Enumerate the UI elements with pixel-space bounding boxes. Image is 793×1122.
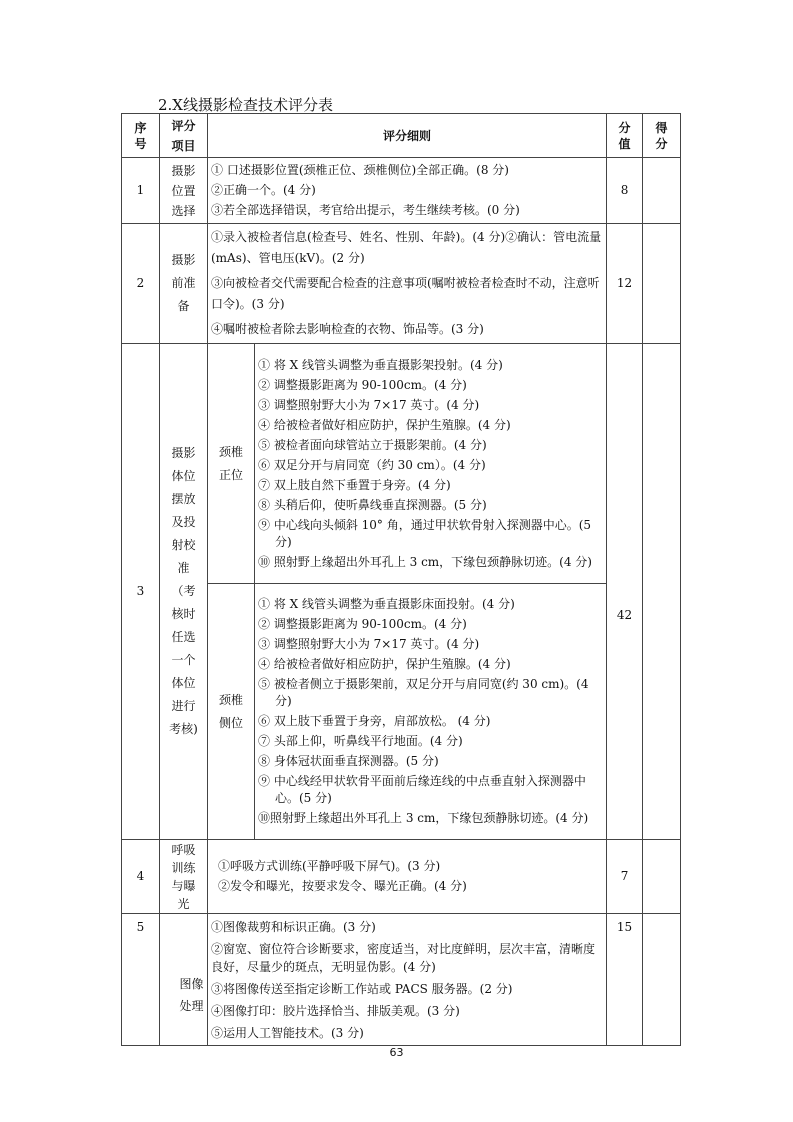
detail-line: ⑩照射野上缘超出外耳孔上 3 cm，下缘包颈静脉切迹。(4 分) [258, 811, 589, 825]
scoring-table [121, 113, 681, 1046]
detail-line: ⑦ 双上肢自然下垂置于身旁。(4 分) [258, 477, 451, 492]
detail-line: ⑧ 身体冠状面垂直探测器。(5 分) [258, 754, 439, 768]
row-item: 摄影体位摆放及投射校准（考核时任选一个体位进行考核) [160, 344, 208, 840]
row-score-cell[interactable] [643, 224, 681, 344]
detail-line: ⑩ 照射野上缘超出外耳孔上 3 cm，下缘包颈静脉切迹。(4 分) [258, 554, 592, 569]
header-score: 得分 [643, 114, 681, 158]
detail-line: ⑦ 头部上仰，听鼻线平行地面。(4 分) [258, 734, 463, 748]
detail-line: ⑥ 双上肢下垂置于身旁，肩部放松。 (4 分) [258, 714, 491, 728]
sub-item-details [255, 584, 607, 840]
row-details [208, 224, 607, 344]
row-points: 42 [607, 344, 643, 840]
detail-line: ② 调整摄影距离为 90-100cm。(4 分) [258, 617, 467, 631]
row-details [208, 914, 607, 1046]
detail-line: ②正确一个。(4 分) [211, 183, 316, 197]
detail-line: ①录入被检者信息(检查号、姓名、性别、年龄)。(4 分)②确认：管电流量(mAs)、管电压(kV)。(2 分) [211, 230, 602, 265]
detail-line: ②窗宽、窗位符合诊断要求，密度适当，对比度鲜明，层次丰富，清晰度良好，尽量少的斑点，无明显伪影。(4 分) [211, 941, 596, 974]
sub-item-details [255, 344, 607, 584]
row-score-cell[interactable] [643, 914, 681, 1046]
detail-line: ① 将 X 线管头调整为垂直摄影床面投射。(4 分) [258, 597, 515, 611]
sub-item-name: 颈椎正位 [208, 344, 255, 584]
header-detail: 评分细则 [208, 114, 607, 158]
detail-line: ⑨ 中心线向头倾斜 10° 角，通过甲状软骨射入探测器中心。(5 分) [258, 517, 592, 549]
header-item: 评分项目 [160, 114, 208, 158]
row-points: 7 [607, 840, 643, 914]
row-no: 1 [122, 158, 160, 224]
header-no: 序号 [122, 114, 160, 158]
header-points: 分值 [607, 114, 643, 158]
row-score-cell[interactable] [643, 344, 681, 840]
table-row [122, 344, 681, 584]
table-header-row [122, 114, 681, 158]
detail-line: ④ 给被检者做好相应防护，保护生殖腺。(4 分) [258, 417, 511, 432]
detail-line: ③向被检者交代需要配合检查的注意事项(嘱咐被检者检查时不动，注意听口令)。(3 分) [211, 276, 600, 311]
row-no: 2 [122, 224, 160, 344]
row-item: 呼吸训练与曝光 [160, 840, 208, 914]
detail-line: ⑨ 中心线经甲状软骨平面前后缘连线的中点垂直射入探测器中心。(5 分) [258, 774, 586, 805]
row-no: 3 [122, 344, 160, 840]
detail-line: ⑧ 头稍后仰，使听鼻线垂直探测器。(5 分) [258, 497, 487, 512]
detail-line: ② 调整摄影距离为 90-100cm。(4 分) [258, 377, 467, 392]
row-points: 8 [607, 158, 643, 224]
row-details [208, 840, 607, 914]
detail-line: ③ 调整照射野大小为 7×17 英寸。(4 分) [258, 637, 480, 651]
detail-line: ⑤ 被检者面向球管站立于摄影架前。(4 分) [258, 437, 487, 452]
page-title: 2.X线摄影检查技术评分表 [158, 96, 333, 114]
table-row [122, 158, 681, 224]
detail-line: ④图像打印：胶片选择恰当、排版美观。(3 分) [211, 1003, 460, 1018]
row-no: 4 [122, 840, 160, 914]
table-row [122, 914, 681, 1046]
row-details [208, 158, 607, 224]
detail-line: ③若全部选择错误，考官给出提示，考生继续考核。(0 分) [211, 203, 520, 217]
detail-line: ④ 给被检者做好相应防护，保护生殖腺。(4 分) [258, 657, 511, 671]
detail-line: ④嘱咐被检者除去影响检查的衣物、饰品等。(3 分) [211, 322, 484, 336]
row-item: 摄影位置选择 [160, 158, 208, 224]
detail-line: ⑥ 双足分开与肩同宽（约 30 cm）。(4 分) [258, 457, 486, 472]
detail-line: ⑤运用人工智能技术。(3 分) [211, 1025, 364, 1040]
row-score-cell[interactable] [643, 158, 681, 224]
detail-line: ① 将 X 线管头调整为垂直摄影架投射。(4 分) [258, 357, 503, 372]
row-item: 摄影前准备 [160, 224, 208, 344]
table-row [122, 224, 681, 344]
row-points: 15 [607, 914, 643, 1046]
detail-line: ⑤ 被检者侧立于摄影架前，双足分开与肩同宽(约 30 cm)。(4 分) [258, 677, 589, 708]
detail-line: ②发令和曝光，按要求发令、曝光正确。(4 分) [218, 879, 467, 893]
sub-item-name: 颈椎侧位 [208, 584, 255, 840]
detail-line: ③将图像传送至指定诊断工作站或 PACS 服务器。(2 分) [211, 981, 513, 996]
detail-line: ①图像裁剪和标识正确。(3 分) [211, 919, 376, 934]
detail-line: ①呼吸方式训练(平静呼吸下屏气)。(3 分) [218, 859, 441, 873]
detail-line: ③ 调整照射野大小为 7×17 英寸。(4 分) [258, 397, 480, 412]
row-no: 5 [122, 914, 160, 1046]
page-number: 63 [389, 1046, 404, 1059]
row-score-cell[interactable] [643, 840, 681, 914]
row-points: 12 [607, 224, 643, 344]
table-row [122, 840, 681, 914]
row-item: 图像处理 [160, 914, 208, 1046]
detail-line: ① 口述摄影位置(颈椎正位、颈椎侧位)全部正确。(8 分) [211, 163, 509, 177]
